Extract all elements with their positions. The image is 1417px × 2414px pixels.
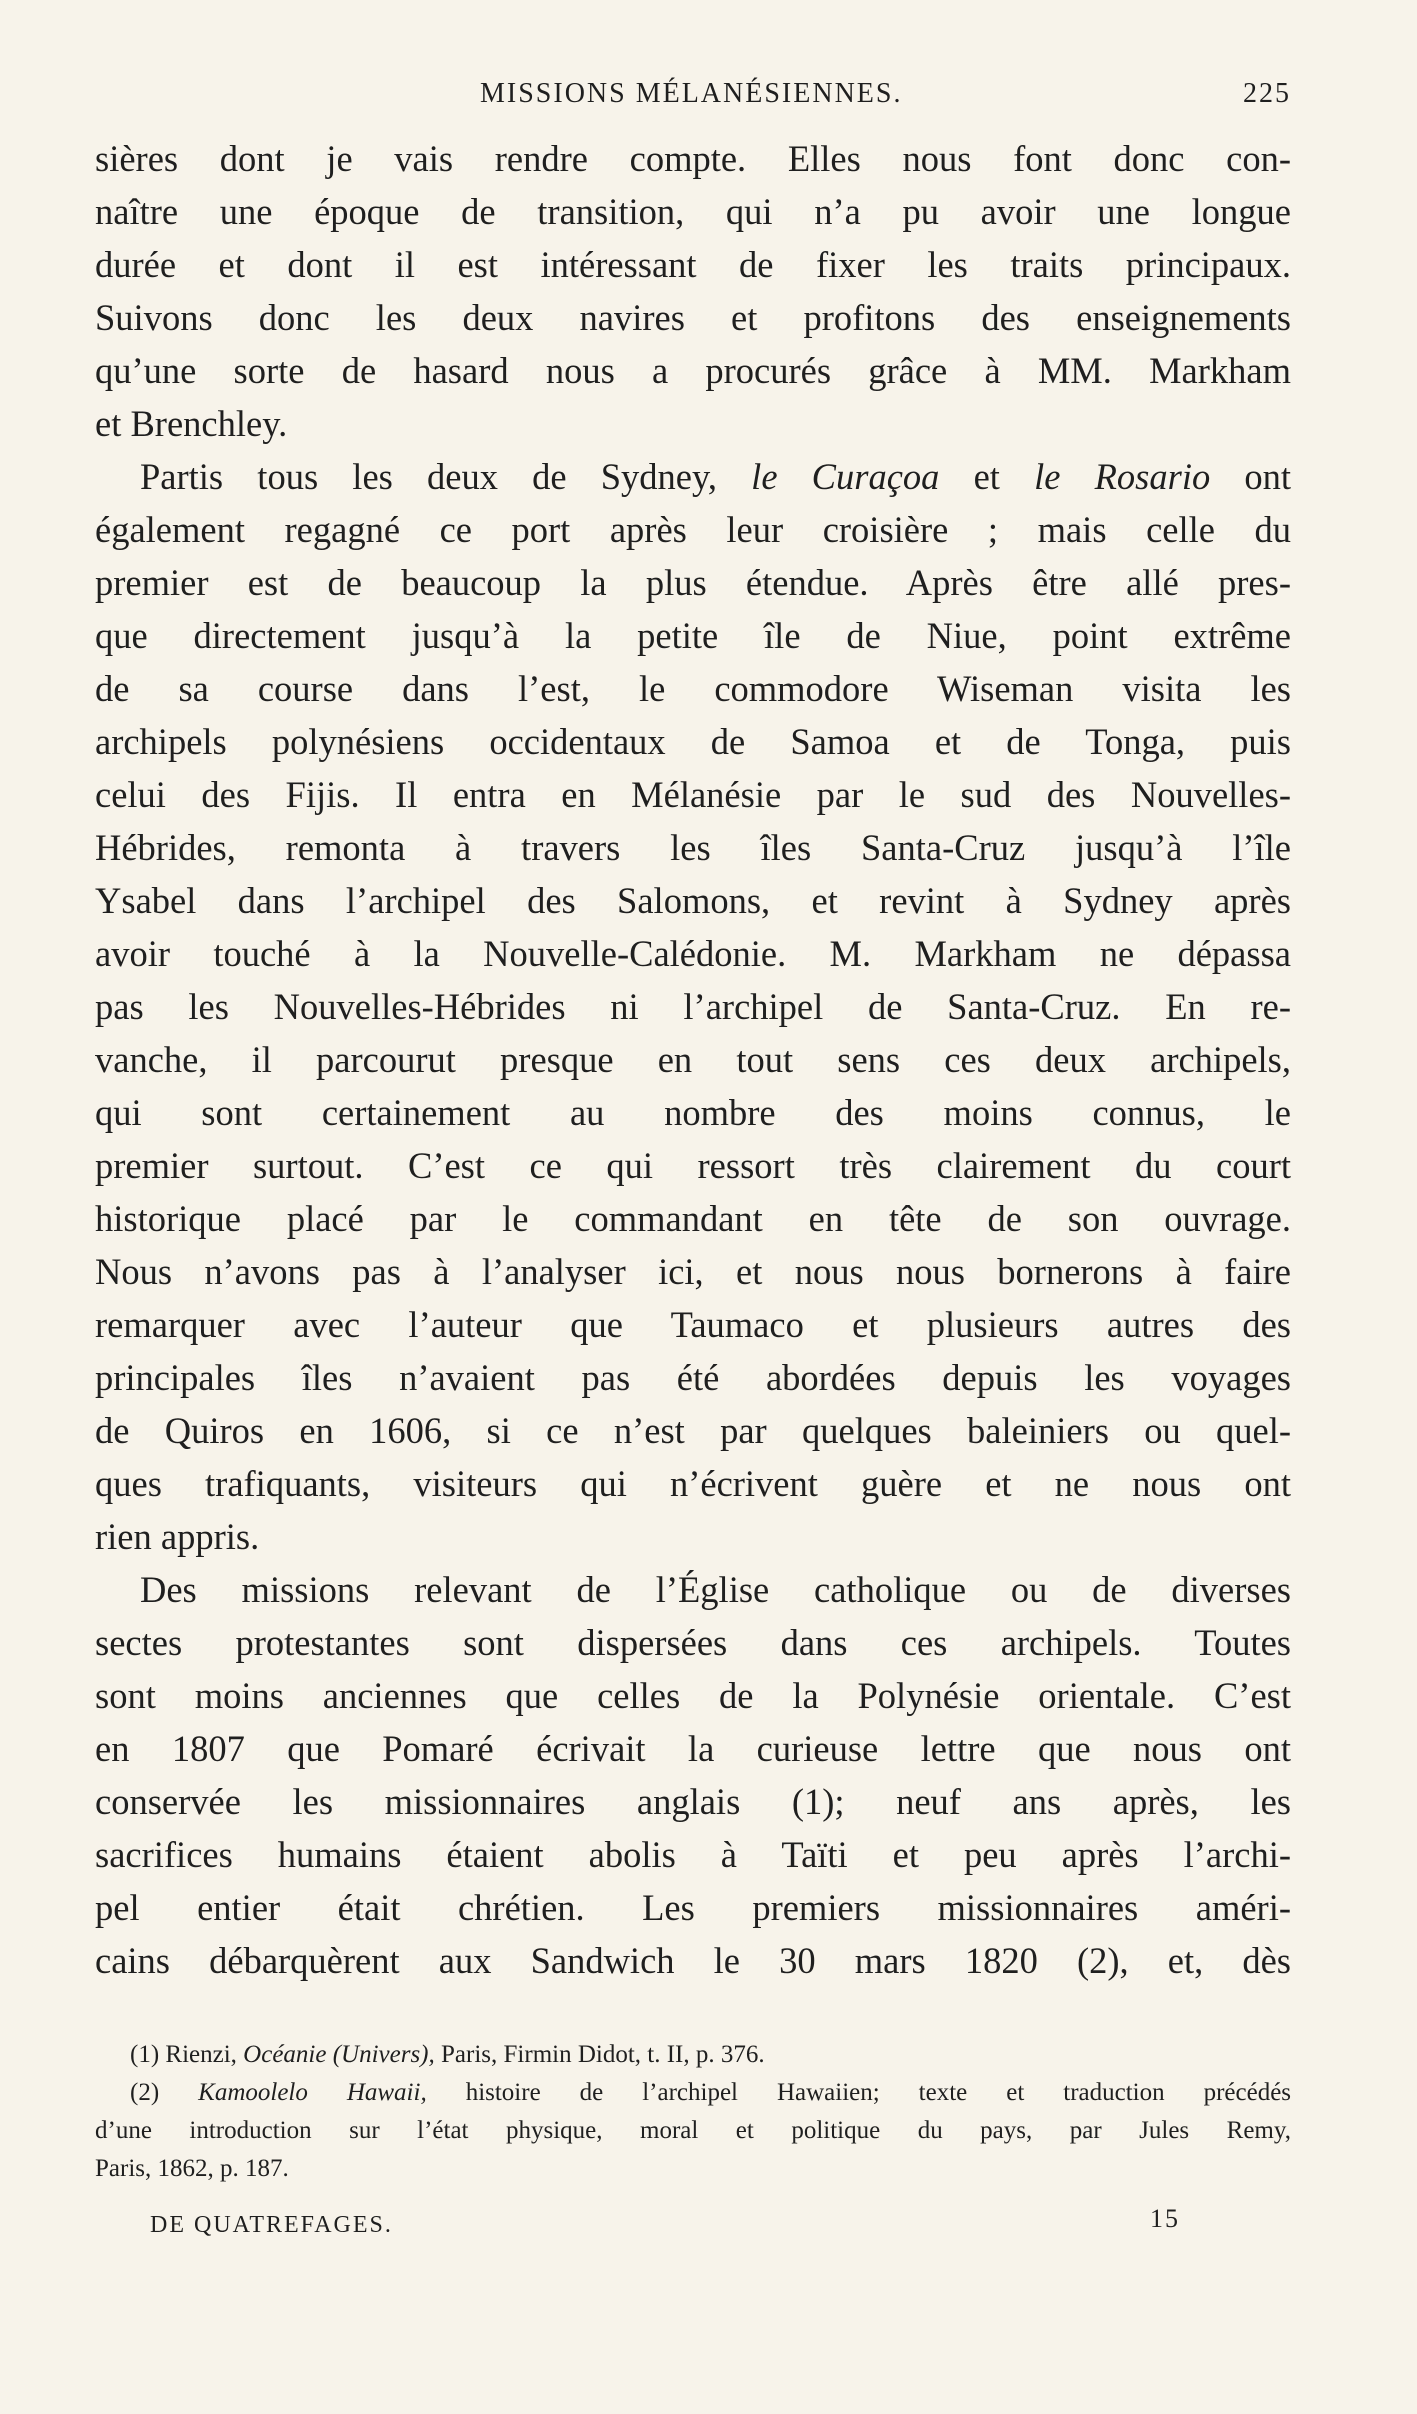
text-line: rien appris. [95, 1516, 260, 1557]
text-line: Des missions relevant de l’Église catholique ou de diverses [140, 1569, 1291, 1610]
text-line: Suivons donc les deux navires et profitons des enseignements [95, 297, 1291, 338]
footnote-text: histoire de l’archipel Hawaiien; texte et traduction précédés [465, 2079, 1292, 2106]
ship-name: le Rosario [1034, 456, 1211, 497]
text-line: qui sont certainement au nombre des moins connus, le [95, 1092, 1291, 1133]
text-line: sières dont je vais rendre compte. Elles nous font donc con- [95, 138, 1291, 179]
text-line: premier surtout. C’est ce qui ressort très clairement du court [95, 1145, 1291, 1186]
footnote-title: Océanie (Univers), [243, 2041, 435, 2068]
text-line: de sa course dans l’est, le commodore Wiseman visita les [95, 668, 1291, 709]
text-line: Nous n’avons pas à l’analyser ici, et nous nous bornerons à faire [95, 1251, 1291, 1292]
footnote-text: (2) [130, 2079, 160, 2106]
text-line: cains débarquèrent aux Sandwich le 30 mars 1820 (2), et, dès [95, 1940, 1291, 1981]
text-line: en 1807 que Pomaré écrivait la curieuse lettre que nous ont [95, 1728, 1291, 1769]
body-text [95, 132, 1291, 1987]
author-signature: DE QUATREFAGES. [150, 2212, 393, 2238]
signature-line [150, 2204, 1291, 2239]
text-line: qu’une sorte de hasard nous a procurés grâce à MM. Markham [95, 350, 1291, 391]
text-line: également regagné ce port après leur croisière ; mais celle du [95, 509, 1291, 550]
footnote-2-line: d’une introduction sur l’état physique, moral et politique du pays, par Jules Remy, [95, 2117, 1291, 2144]
text-line: historique placé par le commandant en tête de son ouvrage. [95, 1198, 1291, 1239]
text-line: sectes protestantes sont dispersées dans ces archipels. Toutes [95, 1622, 1291, 1663]
text-line: et Brenchley. [95, 403, 288, 444]
text-line: archipels polynésiens occidentaux de Samoa et de Tonga, puis [95, 721, 1291, 762]
sheet-number: 15 [1150, 2204, 1180, 2233]
text-line-ships [95, 450, 1291, 503]
running-title: MISSIONS MÉLANÉSIENNES. [480, 78, 903, 109]
footnote-text: Paris, Firmin Didot, t. II, p. 376. [441, 2041, 765, 2068]
text-line: durée et dont il est intéressant de fixer les traits principaux. [95, 244, 1291, 285]
text-line: que directement jusqu’à la petite île de Niue, point extrême [95, 615, 1291, 656]
text-line: Hébrides, remonta à travers les îles Santa-Cruz jusqu’à l’île [95, 827, 1291, 868]
footnote-title: Kamoolelo Hawaii, [198, 2079, 427, 2106]
text-line: premier est de beaucoup la plus étendue. Après être allé pres- [95, 562, 1291, 603]
text-line: conservée les missionnaires anglais (1); neuf ans après, les [95, 1781, 1291, 1822]
text-line: celui des Fijis. Il entra en Mélanésie par le sud des Nouvelles- [95, 774, 1291, 815]
footnotes [95, 2036, 1291, 2188]
text-line: pas les Nouvelles-Hébrides ni l’archipel de Santa-Cruz. En re- [95, 986, 1291, 1027]
text-line: sont moins anciennes que celles de la Polynésie orientale. C’est [95, 1675, 1291, 1716]
text-line: vanche, il parcourut presque en tout sens ces deux archipels, [95, 1039, 1291, 1080]
footnote-2-line: Paris, 1862, p. 187. [95, 2155, 289, 2182]
footnote-2 [95, 2074, 1291, 2112]
text-line: naître une époque de transition, qui n’a pu avoir une longue [95, 191, 1291, 232]
text-line: Ysabel dans l’archipel des Salomons, et revint à Sydney après [95, 880, 1291, 921]
text-line: pel entier était chrétien. Les premiers missionnaires améri- [95, 1887, 1291, 1928]
text-line: sacrifices humains étaient abolis à Taïti et peu après l’archi- [95, 1834, 1291, 1875]
text-line: principales îles n’avaient pas été abordées depuis les voyages [95, 1357, 1291, 1398]
text-line: remarquer avec l’auteur que Taumaco et plusieurs autres des [95, 1304, 1291, 1345]
text-fragment: et [973, 456, 1000, 497]
text-fragment: ont [1244, 456, 1292, 497]
running-header [150, 78, 1291, 118]
page-number: 225 [1243, 78, 1291, 109]
ship-name: le Curaçoa [751, 456, 940, 497]
text-line: ques trafiquants, visiteurs qui n’écrivent guère et ne nous ont [95, 1463, 1291, 1504]
footnote-1 [95, 2036, 1291, 2074]
text-line: avoir touché à la Nouvelle-Calédonie. M. Markham ne dépassa [95, 933, 1291, 974]
footnote-text: (1) Rienzi, [130, 2041, 237, 2068]
text-line: de Quiros en 1606, si ce n’est par quelques baleiniers ou quel- [95, 1410, 1291, 1451]
text-fragment: Partis tous les deux de Sydney, [140, 456, 717, 497]
